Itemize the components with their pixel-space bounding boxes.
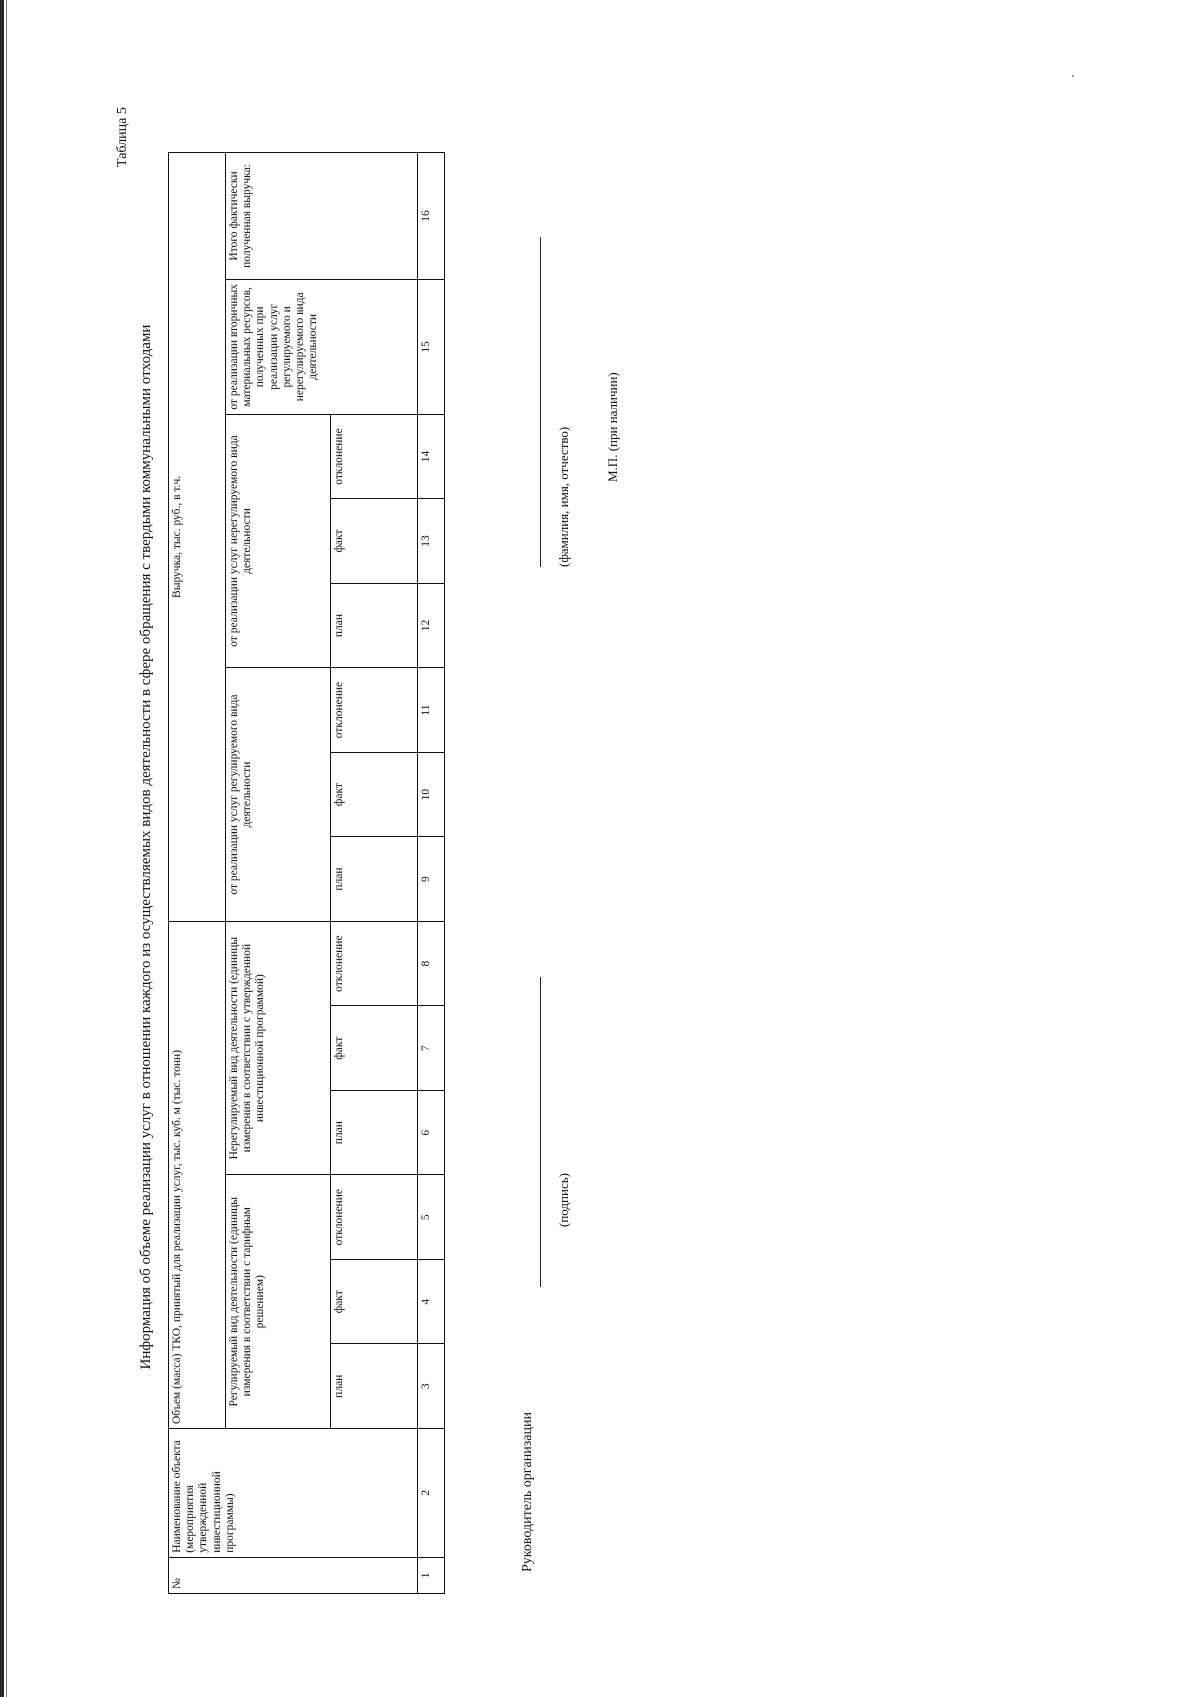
column-number: 14 xyxy=(418,414,445,499)
head-of-organization-label: Руководитель организации xyxy=(520,1412,535,1572)
subheader-fact: факт xyxy=(331,1259,418,1344)
header-row-1 xyxy=(169,153,226,1594)
subheader-plan: план xyxy=(331,583,418,668)
column-number: 2 xyxy=(418,1429,445,1558)
subheader-deviation: отклонение xyxy=(331,668,418,753)
subheader-deviation: отклонение xyxy=(331,921,418,1006)
subheader-deviation: отклонение xyxy=(331,1175,418,1260)
subheader-fact: факт xyxy=(331,752,418,837)
column-number-row xyxy=(418,153,445,1594)
column-number: 1 xyxy=(418,1557,445,1593)
column-number: 12 xyxy=(418,583,445,668)
document-title: Информация об объеме реализации услуг в отношении каждого из осуществляемых видов деятельности в сфере обращения с твердыми коммунальными отходами xyxy=(138,324,154,1370)
subheader-deviation: отклонение xyxy=(331,414,418,499)
name-caption: (фамилия, имя, отчество) xyxy=(556,426,571,567)
subheader-fact: факт xyxy=(331,1006,418,1091)
header-revenue-regulated: от реализации услуг регулируемого вида деятельности xyxy=(226,668,331,922)
column-number: 9 xyxy=(418,837,445,922)
scan-speck xyxy=(1072,75,1074,77)
header-revenue-unregulated: от реализации услуг нерегулируемого вида деятельности xyxy=(226,414,331,668)
subheader-plan: план xyxy=(331,1344,418,1429)
header-volume: Объем (масса) ТКО, принятый для реализации услуг, тыс. куб. м (тыс. тонн) xyxy=(169,921,226,1428)
table-label: Таблица 5 xyxy=(115,107,130,167)
column-number: 6 xyxy=(418,1090,445,1175)
subheader-plan: план xyxy=(331,837,418,922)
column-number: 8 xyxy=(418,921,445,1006)
column-number: 3 xyxy=(418,1344,445,1429)
stamp-placeholder: М.П. (при наличии) xyxy=(605,372,620,482)
column-number: 5 xyxy=(418,1175,445,1260)
column-number: 16 xyxy=(418,153,445,280)
header-num: № xyxy=(169,1557,418,1593)
report-table xyxy=(168,152,445,1594)
signature-line xyxy=(540,977,541,1287)
header-revenue-secondary: от реализации вторичных материальных ресурсов, полученных при реализации услуг регулируемого и нерегулируемого вида деятельности xyxy=(226,279,418,414)
header-volume-regulated: Регулируемый вид деятельности (единицы измерения в соответствии с тарифным решением) xyxy=(226,1175,331,1429)
subheader-fact: факт xyxy=(331,499,418,584)
column-number: 10 xyxy=(418,752,445,837)
column-number: 4 xyxy=(418,1259,445,1344)
header-revenue-total: Итого фактически полученная выручка: xyxy=(226,153,418,280)
header-volume-unregulated: Нерегулируемый вид деятельности (единицы измерения в соответствии с утвержденной инвестиционной программой) xyxy=(226,921,331,1175)
column-number: 13 xyxy=(418,499,445,584)
header-revenue: Выручка, тыс. руб., в т.ч. xyxy=(169,153,226,922)
column-number: 11 xyxy=(418,668,445,753)
signature-caption: (подпись) xyxy=(556,1173,571,1227)
name-line xyxy=(540,237,541,567)
column-number: 7 xyxy=(418,1006,445,1091)
header-object-name: Наименование объекта (мероприятия утвержденной инвестиционной программы) xyxy=(169,1429,418,1558)
subheader-plan: план xyxy=(331,1090,418,1175)
column-number: 15 xyxy=(418,279,445,414)
header-row-2 xyxy=(226,153,331,1594)
